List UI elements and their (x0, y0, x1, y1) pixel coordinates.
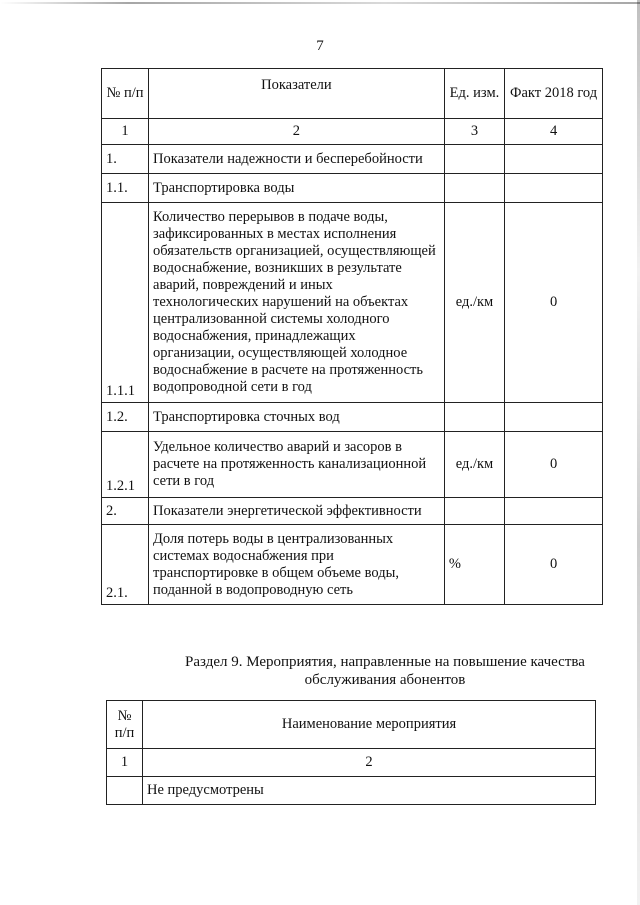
row-num (107, 777, 143, 805)
row-name: Транспортировка воды (149, 174, 445, 203)
row-unit (444, 174, 504, 203)
row-num: 2. (102, 498, 149, 525)
row-fact (505, 145, 603, 174)
row-name: Удельное количество аварий и засоров в расчете на протяженность канализационной сети в год (149, 432, 445, 498)
header-name: Показатели (149, 69, 445, 119)
row-name: Показатели надежности и бесперебойности (149, 145, 445, 174)
table-row (102, 432, 603, 498)
row-num: 2.1. (102, 525, 149, 605)
header-num: № п/п (102, 69, 149, 119)
table-row (102, 498, 603, 525)
page-number: 7 (316, 38, 324, 54)
table-row (102, 174, 603, 203)
row-fact: 0 (505, 525, 603, 605)
row-name: Не предусмотрены (143, 777, 596, 805)
column-number: 1 (102, 119, 149, 145)
row-name: Транспортировка сточных вод (149, 403, 445, 432)
table-row (102, 145, 603, 174)
row-name: Доля потерь воды в централизованных системах водоснабжения при транспортировке в общем объеме воды, поданной в водопроводную сеть (149, 525, 445, 605)
row-fact (505, 174, 603, 203)
header-name: Наименование мероприятия (143, 701, 596, 749)
table-header-row (107, 701, 596, 749)
row-num: 1.1.1 (102, 203, 149, 403)
column-number: 2 (143, 749, 596, 777)
scan-artifact-top (0, 2, 640, 4)
row-num: 1.2.1 (102, 432, 149, 498)
column-number: 2 (149, 119, 445, 145)
row-unit: ед./км (444, 432, 504, 498)
table-header-row (102, 69, 603, 119)
row-fact (505, 403, 603, 432)
row-unit (444, 403, 504, 432)
row-unit: % (444, 525, 504, 605)
row-fact (505, 498, 603, 525)
row-unit (444, 145, 504, 174)
table-row (102, 525, 603, 605)
row-fact: 0 (505, 432, 603, 498)
table-row (107, 777, 596, 805)
row-fact: 0 (505, 203, 603, 403)
header-unit: Ед. изм. (444, 69, 504, 119)
measures-table (106, 700, 596, 805)
row-num: 1. (102, 145, 149, 174)
row-unit (444, 498, 504, 525)
row-unit: ед./км (444, 203, 504, 403)
header-fact: Факт 2018 год (505, 69, 603, 119)
column-numbers-row (102, 119, 603, 145)
table-row (102, 203, 603, 403)
indicators-table (101, 68, 603, 605)
row-num: 1.2. (102, 403, 149, 432)
column-numbers-row (107, 749, 596, 777)
table-row (102, 403, 603, 432)
row-num: 1.1. (102, 174, 149, 203)
row-name: Показатели энергетической эффективности (149, 498, 445, 525)
column-number: 1 (107, 749, 143, 777)
header-num: № п/п (107, 701, 143, 749)
column-number: 3 (444, 119, 504, 145)
section-9-title: Раздел 9. Мероприятия, направленные на повышение качества обслуживания абонентов (185, 654, 585, 688)
row-name: Количество перерывов в подаче воды, зафиксированных в местах исполнения обязательств организацией, осуществляющей водоснабжение, возникших в результате аварий, повреждений и иных технологических нарушений на объектах централизованной системы холодного водоснабжения, принадлежащих организации, осуществляющей холодное водоснабжение в расчете на протяженность водопроводной сети в год (149, 203, 445, 403)
column-number: 4 (505, 119, 603, 145)
